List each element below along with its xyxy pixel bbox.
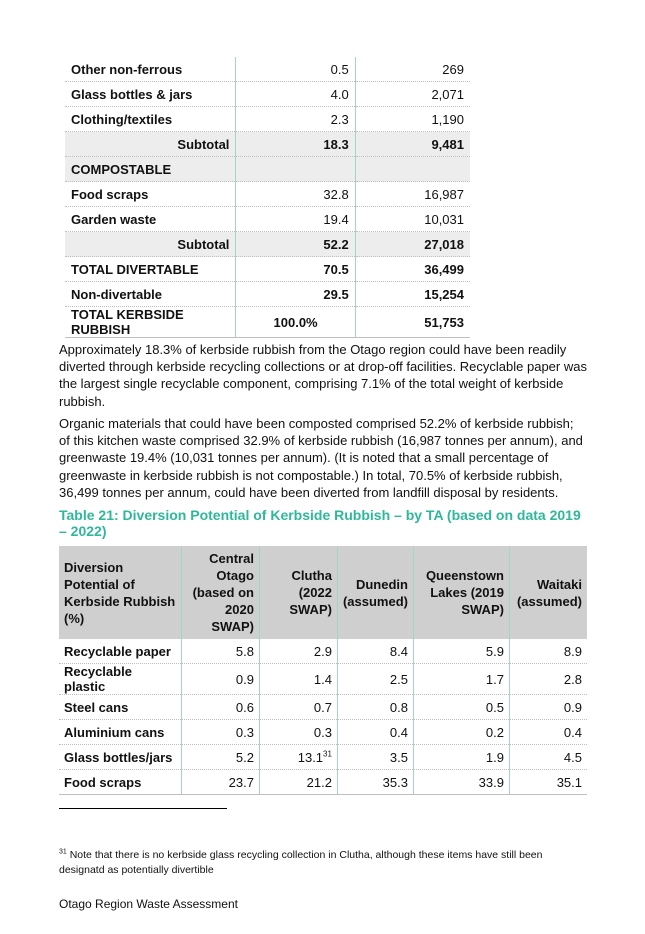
table-row: Clothing/textiles 2.3 1,190 <box>65 107 470 132</box>
page-footer: Otago Region Waste Assessment <box>59 897 238 911</box>
column-header: Central Otago (based on 2020 SWAP) <box>181 546 259 639</box>
diversion-potential-table <box>59 546 587 795</box>
body-paragraph: Approximately 18.3% of kerbside rubbish from the Otago region could have been readily diverted through kerbside recycling collections or at drop-off facilities. Recyclable paper was the largest single recyclable component, comprising 7.1% of the total weight of kerbside rubbish. <box>59 342 587 409</box>
total-row: TOTAL DIVERTABLE 70.5 36,499 <box>65 257 470 282</box>
total-row: TOTAL KERBSIDE RUBBISH 100.0% 51,753 <box>65 307 470 338</box>
column-header: Waitaki (assumed) <box>509 546 587 639</box>
subtotal-row: Subtotal 52.2 27,018 <box>65 232 470 257</box>
table-row: Food scraps 32.8 16,987 <box>65 182 470 207</box>
column-header: Queenstown Lakes (2019 SWAP) <box>413 546 509 639</box>
table-row: Steel cans 0.6 0.7 0.8 0.5 0.9 <box>59 695 587 720</box>
column-header: Clutha (2022 SWAP) <box>259 546 337 639</box>
table-row: Aluminium cans 0.3 0.3 0.4 0.2 0.4 <box>59 720 587 745</box>
category-row: COMPOSTABLE <box>65 157 470 182</box>
column-header: Diversion Potential of Kerbside Rubbish (%) <box>59 546 181 639</box>
table-row: Garden waste 19.4 10,031 <box>65 207 470 232</box>
kerbside-composition-table <box>65 57 470 338</box>
table-row: Other non-ferrous 0.5 269 <box>65 57 470 82</box>
table-row: Recyclable paper 5.8 2.9 8.4 5.9 8.9 <box>59 639 587 664</box>
table-row: Glass bottles/jars 5.2 13.1$^{31}$ 3.5 1.9 4.5 <box>59 745 587 770</box>
table-title: Table 21: Diversion Potential of Kerbside Rubbish – by TA (based on data 2019 – 2022) <box>59 507 581 539</box>
footnote-ref[interactable]: 31 <box>323 749 332 759</box>
body-paragraph: Organic materials that could have been composted comprised 52.2% of kerbside rubbish; of this kitchen waste comprised 32.9% of kerbside rubbish (16,987 tonnes per annum), and greenwaste 19.4% (10,031 tonnes per annum). (It is noted that a small percentage of greenwaste in kerbside rubbish is not compostable.) In total, 70.5% of kerbside rubbish, 36,499 tonnes per annum, could have been diverted from landfill disposal by residents. <box>59 416 583 500</box>
table-row: Recyclable plastic 0.9 1.4 2.5 1.7 2.8 <box>59 664 587 695</box>
column-header: Dunedin (assumed) <box>337 546 413 639</box>
footnote-text: Note that there is no kerbside glass recycling collection in Clutha, although these items have still been designatd as potentially divertible <box>59 849 543 876</box>
table-row: Glass bottles & jars 4.0 2,071 <box>65 82 470 107</box>
subtotal-row: Subtotal 18.3 9,481 <box>65 132 470 157</box>
footnote-separator <box>59 808 227 809</box>
clutha-glass-cell: 13.1$^{31}$ <box>259 745 337 770</box>
total-row: Non-divertable 29.5 15,254 <box>65 282 470 307</box>
table-header-row <box>59 546 587 639</box>
table-row: Food scraps 23.7 21.2 35.3 33.9 35.1 <box>59 770 587 795</box>
footnote-number: 31 <box>59 848 67 856</box>
footnote <box>59 848 579 878</box>
